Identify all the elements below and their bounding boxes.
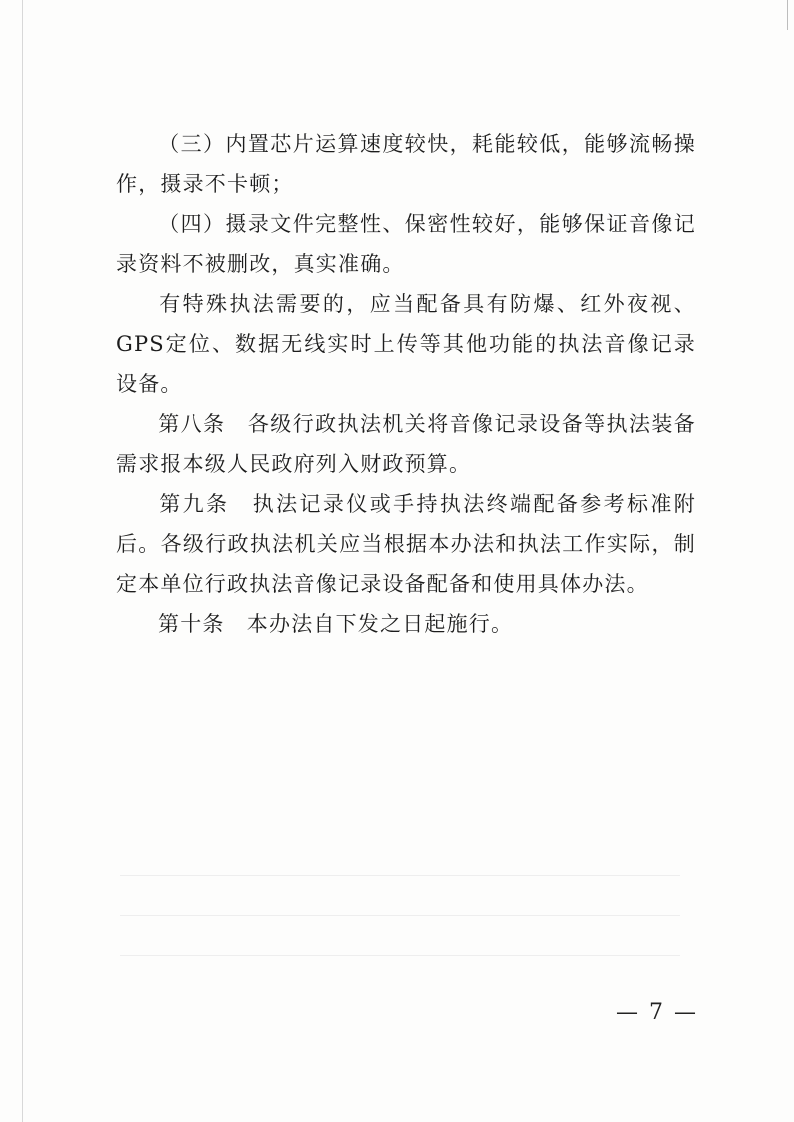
page-number: — 7 — (616, 1000, 698, 1025)
bleed-through-line (120, 915, 680, 916)
bleed-through-line (120, 875, 680, 876)
paragraph: 有特殊执法需要的，应当配备具有防爆、红外夜视、GPS定位、数据无线实时上传等其他功能的执法音像记录设备。 (116, 292, 696, 396)
paragraph: （四）摄录文件完整性、保密性较好，能够保证音像记录资料不被删改，真实准确。 (116, 212, 696, 276)
article-8: 第八条 各级行政执法机关将音像记录设备等执法装备需求报本级人民政府列入财政预算。 (116, 412, 696, 476)
body-text (116, 124, 696, 644)
bleed-through-line (120, 955, 680, 956)
article-10: 第十条 本办法自下发之日起施行。 (158, 612, 514, 636)
page-right-edge (787, 0, 788, 30)
paragraph: （三）内置芯片运算速度较快，耗能较低，能够流畅操作，摄录不卡顿； (116, 132, 696, 196)
page-left-edge (22, 0, 23, 1122)
article-9: 第九条 执法记录仪或手持执法终端配备参考标准附后。各级行政执法机关应当根据本办法和执法工作实际，制定本单位行政执法音像记录设备配备和使用具体办法。 (116, 492, 696, 596)
